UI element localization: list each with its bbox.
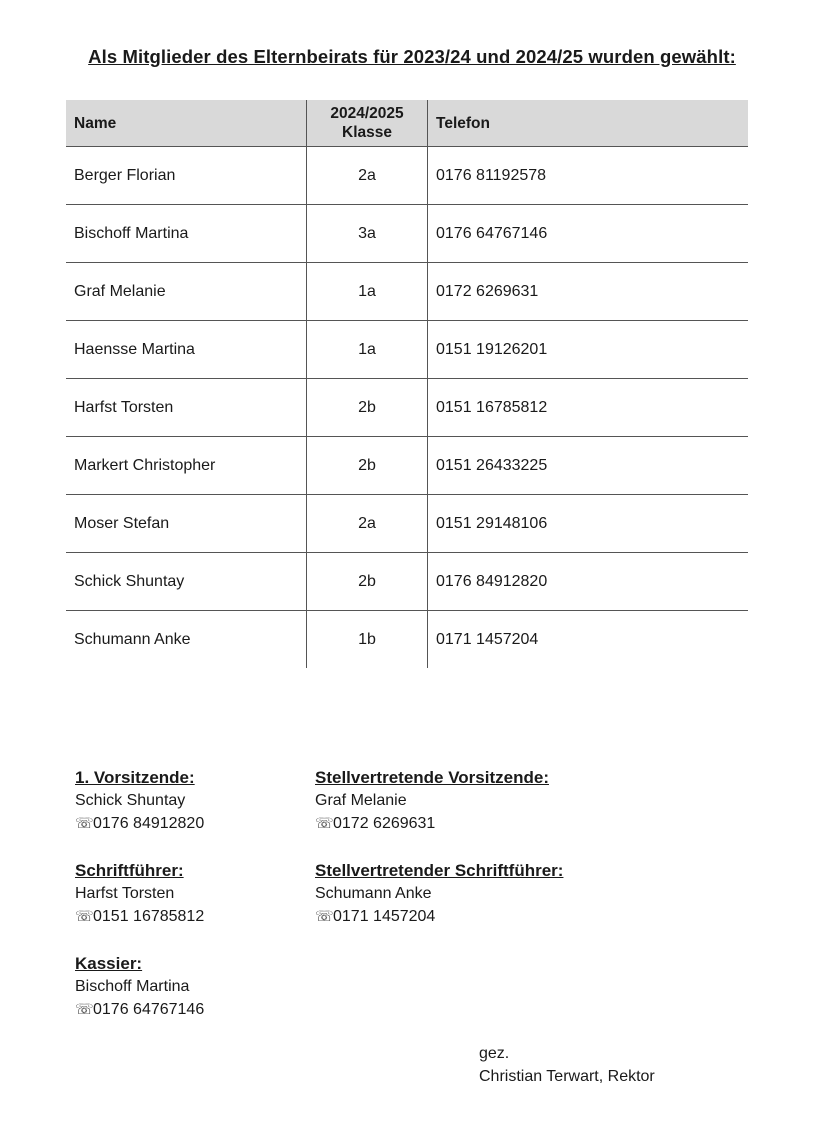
phone-icon: ☏ xyxy=(315,908,334,925)
member-class: 2b xyxy=(307,553,428,611)
table-row xyxy=(66,263,748,321)
role-person-name: Graf Melanie xyxy=(315,792,407,809)
role-phone-number: 0172 6269631 xyxy=(333,815,436,832)
role-secretary xyxy=(75,859,335,928)
role-phone xyxy=(315,905,635,928)
member-phone: 0176 81192578 xyxy=(428,147,749,205)
member-phone: 0176 84912820 xyxy=(428,553,749,611)
table-row xyxy=(66,379,748,437)
role-vice-chair xyxy=(315,766,635,835)
member-phone: 0151 26433225 xyxy=(428,437,749,495)
member-phone: 0151 29148106 xyxy=(428,495,749,553)
table-row xyxy=(66,321,748,379)
role-phone xyxy=(75,812,335,835)
member-class: 2b xyxy=(307,437,428,495)
column-header-class xyxy=(307,100,428,147)
phone-icon: ☏ xyxy=(75,815,94,832)
member-name: Moser Stefan xyxy=(66,495,307,553)
role-chair xyxy=(75,766,335,835)
phone-icon: ☏ xyxy=(75,1001,94,1018)
member-class: 3a xyxy=(307,205,428,263)
signature-block xyxy=(479,1042,655,1088)
signature-name: Christian Terwart, Rektor xyxy=(479,1068,655,1085)
member-name: Harfst Torsten xyxy=(66,379,307,437)
role-phone-number: 0151 16785812 xyxy=(93,908,205,925)
table-row xyxy=(66,553,748,611)
role-heading: Stellvertretende Vorsitzende: xyxy=(315,768,549,787)
role-heading: 1. Vorsitzende: xyxy=(75,768,195,787)
member-class: 1a xyxy=(307,321,428,379)
role-phone xyxy=(75,905,335,928)
member-phone: 0176 64767146 xyxy=(428,205,749,263)
column-header-phone: Telefon xyxy=(428,100,749,147)
role-vice-secretary xyxy=(315,859,635,928)
member-class: 2b xyxy=(307,379,428,437)
member-name: Bischoff Martina xyxy=(66,205,307,263)
member-phone: 0151 16785812 xyxy=(428,379,749,437)
role-person-name: Bischoff Martina xyxy=(75,978,190,995)
role-treasurer xyxy=(75,952,335,1021)
role-heading: Kassier: xyxy=(75,954,143,973)
member-phone: 0172 6269631 xyxy=(428,263,749,321)
table-row xyxy=(66,611,748,669)
member-class: 1a xyxy=(307,263,428,321)
table-row xyxy=(66,437,748,495)
member-name: Haensse Martina xyxy=(66,321,307,379)
member-name: Schick Shuntay xyxy=(66,553,307,611)
member-name: Schumann Anke xyxy=(74,630,191,648)
role-phone xyxy=(75,998,335,1021)
column-header-name: Name xyxy=(66,100,307,147)
role-person-name: Schick Shuntay xyxy=(75,792,186,809)
member-class: 2a xyxy=(307,147,428,205)
column-header-class-line2: Klasse xyxy=(342,124,392,141)
table-header-row xyxy=(66,100,748,147)
member-name: Berger Florian xyxy=(66,147,307,205)
column-header-class-line1: 2024/2025 xyxy=(330,105,404,122)
members-table xyxy=(66,100,748,668)
phone-icon: ☏ xyxy=(315,815,334,832)
table-row xyxy=(66,495,748,553)
role-person-name: Harfst Torsten xyxy=(75,885,175,902)
member-class: 1b xyxy=(307,611,428,669)
document-title: Als Mitglieder des Elternbeirats für 2023/24 und 2024/25 wurden gewählt: xyxy=(88,46,736,67)
role-phone-number: 0171 1457204 xyxy=(333,908,436,925)
table-row xyxy=(66,205,748,263)
signature-prefix: gez. xyxy=(479,1045,510,1062)
role-phone-number: 0176 84912820 xyxy=(93,815,205,832)
member-phone: 0151 19126201 xyxy=(428,321,749,379)
role-phone-number: 0176 64767146 xyxy=(93,1001,205,1018)
member-name: Markert Christopher xyxy=(66,437,307,495)
role-phone xyxy=(315,812,635,835)
phone-icon: ☏ xyxy=(75,908,94,925)
role-heading: Schriftführer: xyxy=(75,861,184,880)
member-class: 2a xyxy=(307,495,428,553)
role-person-name: Schumann Anke xyxy=(315,885,432,902)
role-heading: Stellvertretender Schriftführer: xyxy=(315,861,564,880)
member-phone: 0171 1457204 xyxy=(436,630,539,648)
table-row xyxy=(66,147,748,205)
member-name: Graf Melanie xyxy=(66,263,307,321)
